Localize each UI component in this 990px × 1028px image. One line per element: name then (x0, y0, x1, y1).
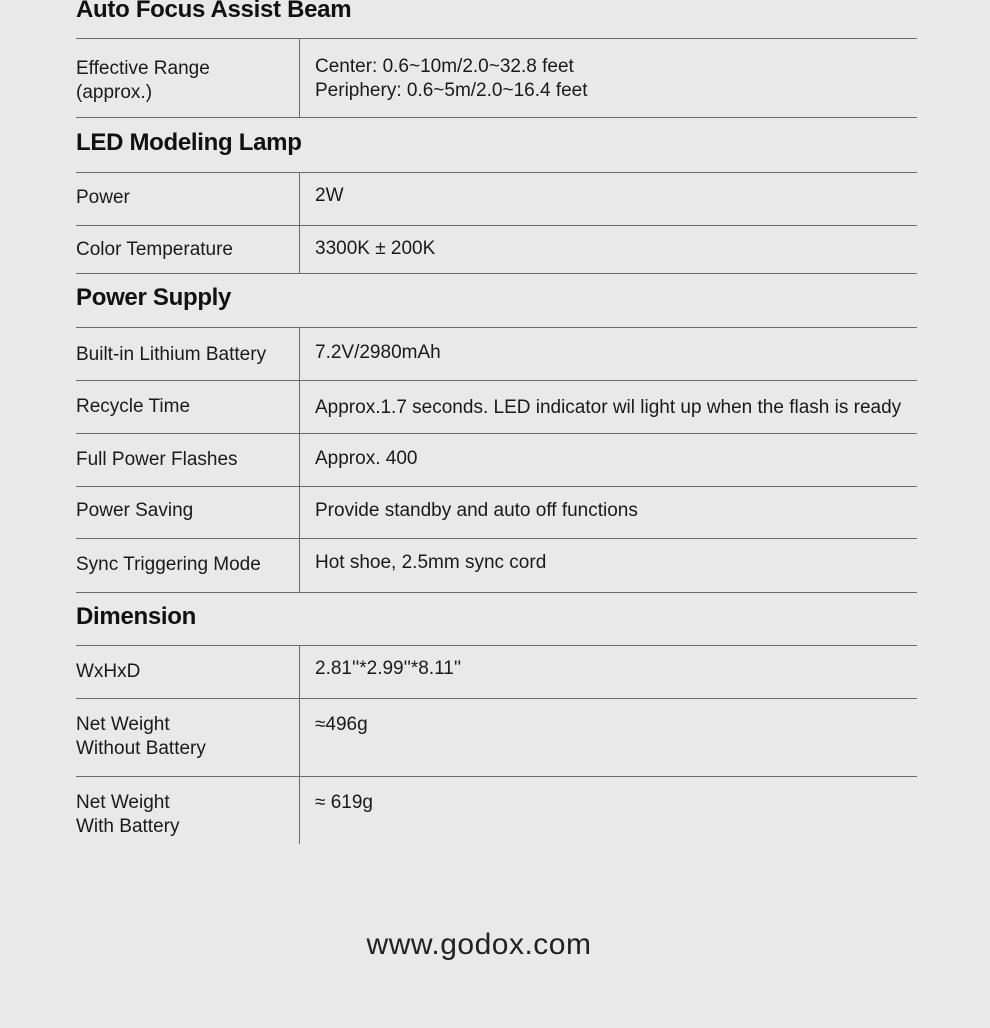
spec-label-power-saving: Power Saving (76, 500, 194, 521)
divider (76, 433, 917, 434)
spec-label-net-weight-without-battery: Net Weight Without Battery (76, 714, 206, 759)
section-title-auto-focus-assist-beam: Auto Focus Assist Beam (76, 0, 352, 23)
divider (76, 645, 917, 646)
divider (76, 538, 917, 539)
spec-value-built-in-lithium-battery: 7.2V/2980mAh (315, 342, 441, 363)
spec-label-color-temperature: Color Temperature (76, 239, 234, 260)
spec-value-net-weight-without-battery: ≈496g (315, 714, 368, 735)
spec-value-color-temperature: 3300K ± 200K (315, 238, 436, 259)
divider (76, 698, 917, 699)
spec-value-full-power-flashes: Approx. 400 (315, 448, 418, 469)
divider (76, 273, 917, 274)
spec-value-effective-range: Center: 0.6~10m/2.0~32.8 feet Periphery: 0.6~5m/2.0~16.4 feet (315, 56, 588, 101)
divider (76, 380, 917, 381)
column-divider (299, 328, 300, 592)
divider (76, 225, 917, 226)
spec-value-power-saving: Provide standby and auto off functions (315, 500, 638, 521)
spec-label-net-weight-with-battery: Net Weight With Battery (76, 792, 180, 837)
spec-label-wxhxd: WxHxD (76, 661, 141, 682)
spec-value-recycle-time: Approx.1.7 seconds. LED indicator wil light up when the flash is ready (315, 397, 902, 418)
section-title-led-modeling-lamp: LED Modeling Lamp (76, 129, 302, 156)
divider (76, 592, 917, 593)
divider (76, 486, 917, 487)
spec-value-net-weight-with-battery: ≈ 619g (315, 792, 373, 813)
spec-label-sync-triggering-mode: Sync Triggering Mode (76, 554, 261, 575)
column-divider (299, 646, 300, 844)
spec-label-power: Power (76, 187, 130, 208)
spec-label-effective-range: Effective Range (approx.) (76, 58, 210, 103)
spec-value-sync-triggering-mode: Hot shoe, 2.5mm sync cord (315, 552, 547, 573)
divider (76, 776, 917, 777)
spec-label-full-power-flashes: Full Power Flashes (76, 449, 238, 470)
divider (76, 38, 917, 39)
section-title-dimension: Dimension (76, 603, 196, 630)
spec-value-power: 2W (315, 185, 344, 206)
column-divider (299, 39, 300, 117)
spec-label-recycle-time: Recycle Time (76, 396, 191, 417)
section-title-power-supply: Power Supply (76, 284, 232, 311)
spec-value-wxhxd: 2.81''*2.99''*8.11'' (315, 658, 462, 679)
column-divider (299, 173, 300, 273)
spec-label-built-in-lithium-battery: Built-in Lithium Battery (76, 344, 267, 365)
divider (76, 327, 917, 328)
divider (76, 117, 917, 118)
divider (76, 172, 917, 173)
footer-website-url: www.godox.com (366, 928, 592, 961)
